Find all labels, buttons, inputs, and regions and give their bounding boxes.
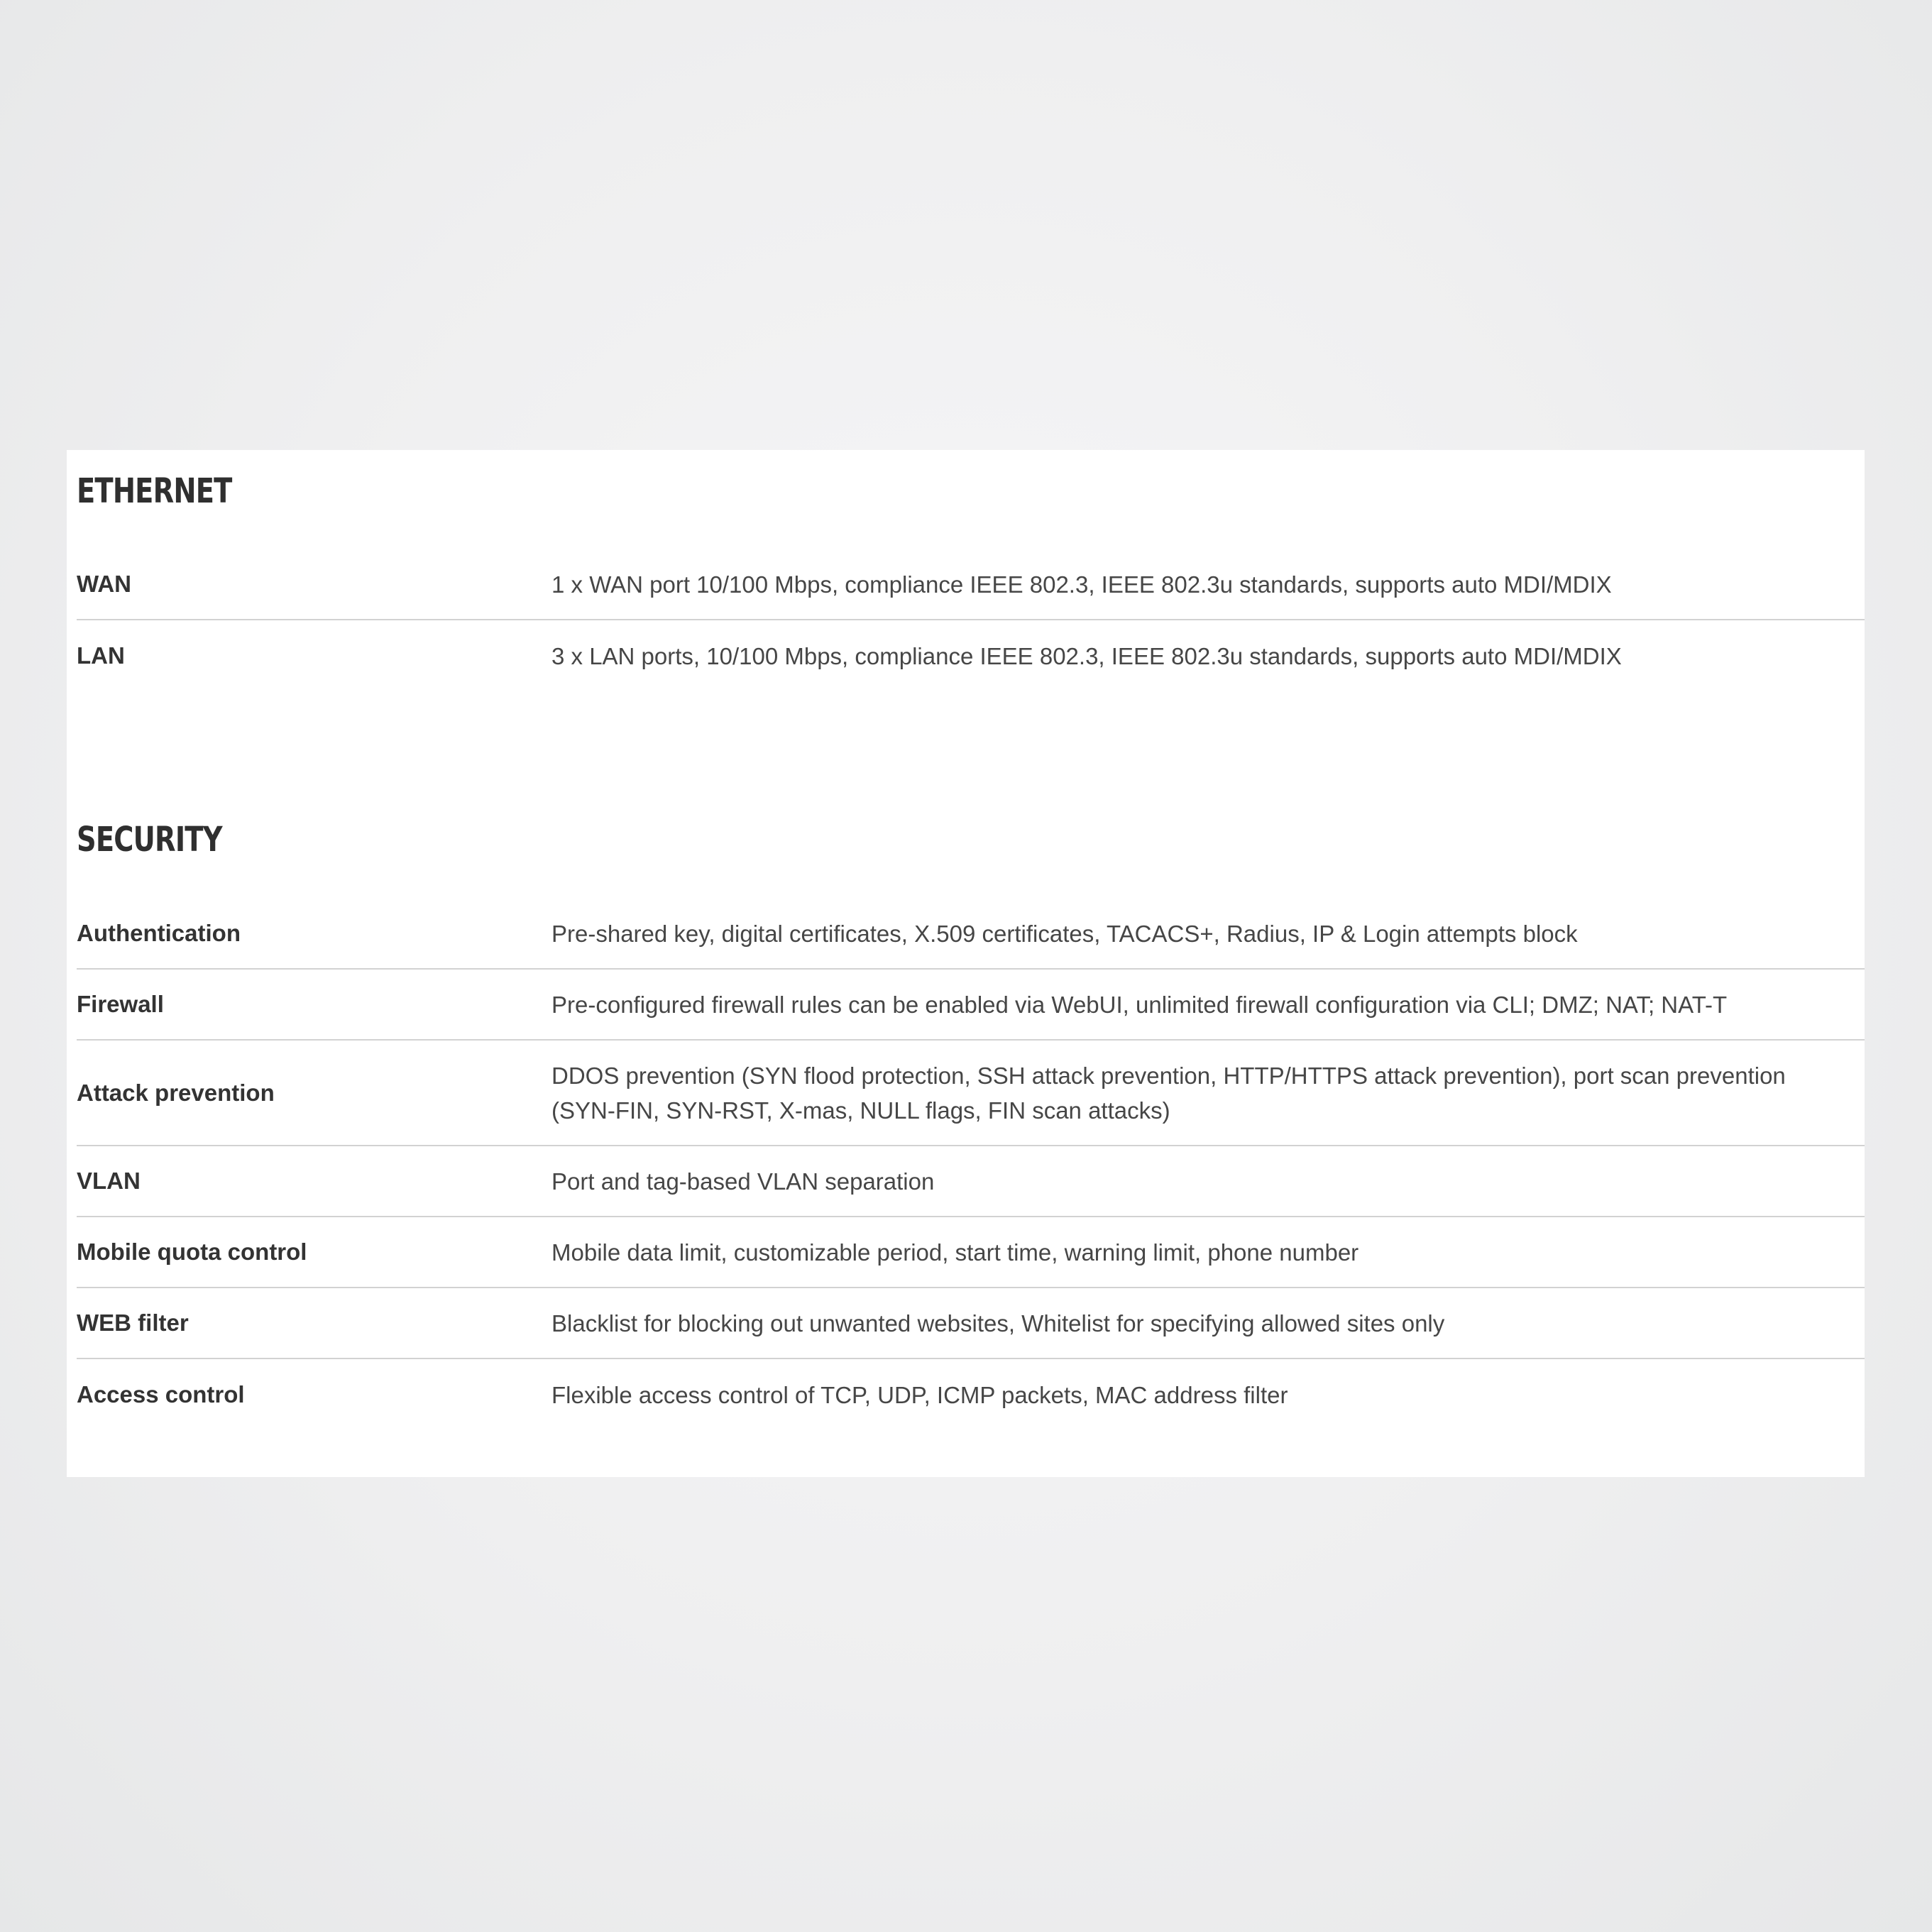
spec-value: Pre-shared key, digital certificates, X.509 certificates, TACACS+, Radius, IP & Login attempts block xyxy=(551,920,1578,947)
spec-value: 3 x LAN ports, 10/100 Mbps, compliance IEEE 802.3, IEEE 802.3u standards, supports auto MDI/MDIX xyxy=(551,642,1622,669)
spec-row-firewall xyxy=(77,970,1865,1041)
spec-label: WAN xyxy=(77,571,131,597)
spec-row-attack-prevention xyxy=(77,1041,1865,1146)
spec-row-web-filter xyxy=(77,1288,1865,1359)
spec-label: Attack prevention xyxy=(77,1079,275,1106)
spec-label: Access control xyxy=(77,1381,245,1407)
spec-row-authentication xyxy=(77,899,1865,970)
spec-value: Blacklist for blocking out unwanted websites, Whitelist for specifying allowed sites only xyxy=(551,1310,1445,1337)
spec-value: 1 x WAN port 10/100 Mbps, compliance IEEE 802.3, IEEE 802.3u standards, supports auto MDI/MDIX xyxy=(551,571,1612,598)
spec-panel xyxy=(67,450,1865,1477)
spec-label: WEB filter xyxy=(77,1310,189,1336)
section-title-security: SECURITY xyxy=(77,820,222,860)
spec-value: Pre-configured firewall rules can be enabled via WebUI, unlimited firewall configuration via CLI; DMZ; NAT; NAT-T xyxy=(551,991,1728,1018)
spec-row-wan xyxy=(77,549,1865,620)
spec-label: LAN xyxy=(77,642,125,669)
spec-row-lan xyxy=(77,620,1865,691)
spec-value: Flexible access control of TCP, UDP, ICMP packets, MAC address filter xyxy=(551,1381,1288,1408)
spec-row-access-control xyxy=(77,1359,1865,1430)
section-title-ethernet: ETHERNET xyxy=(77,471,232,511)
ethernet-spec-table xyxy=(77,549,1865,691)
spec-value: Port and tag-based VLAN separation xyxy=(551,1168,935,1195)
spec-label: Mobile quota control xyxy=(77,1239,307,1265)
spec-row-mobile-quota-control xyxy=(77,1217,1865,1288)
spec-label: VLAN xyxy=(77,1168,141,1194)
spec-row-vlan xyxy=(77,1146,1865,1217)
spec-value: Mobile data limit, customizable period, start time, warning limit, phone number xyxy=(551,1239,1359,1266)
security-spec-table xyxy=(77,899,1865,1430)
spec-value: DDOS prevention (SYN flood protection, SSH attack prevention, HTTP/HTTPS attack prevention), port scan prevention (SYN-FIN, SYN-RST, X-mas, NULL flags, FIN scan attacks) xyxy=(551,1062,1786,1124)
spec-label: Authentication xyxy=(77,920,241,946)
spec-label: Firewall xyxy=(77,991,164,1017)
